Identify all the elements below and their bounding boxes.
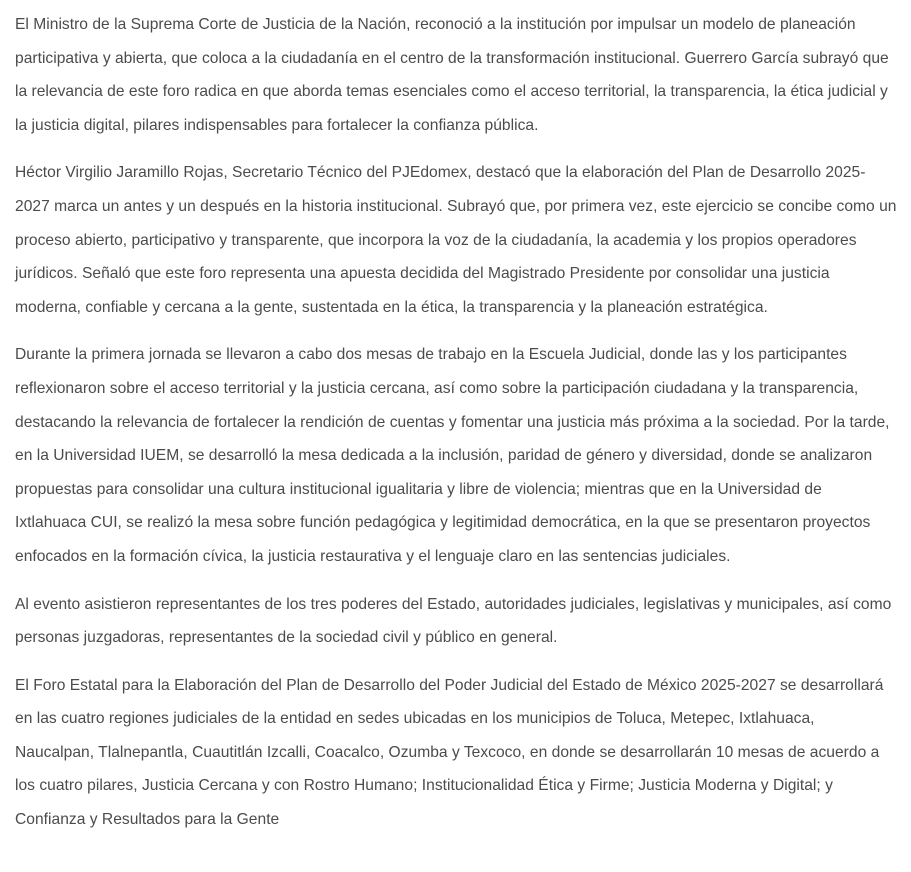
article-paragraph-5: El Foro Estatal para la Elaboración del Plan de Desarrollo del Poder Judicial del Estado de México 2025-2027 se desarrollará en las cuatro regiones judiciales de la entidad en sedes ubicadas en los municipios de Toluca, Metepec, Ixtlahuaca, Naucalpan, Tlalnepantla, Cuautitlán Izcalli, Coacalco, Ozumba y Texcoco, en donde se desarrollarán 10 mesas de acuerdo a los cuatro pilares, Justicia Cercana y con Rostro Humano; Institucionalidad Ética y Firme; Justicia Moderna y Digital; y Confianza y Resultados para la Gente bbox=[15, 676, 884, 829]
article-paragraph-2: Héctor Virgilio Jaramillo Rojas, Secretario Técnico del PJEdomex, destacó que la elaboración del Plan de Desarrollo 2025-2027 marca un antes y un después en la historia institucional. Subrayó que, por primera vez, este ejercicio se concibe como un proceso abierto, participativo y transparente, que incorpora la voz de la ciudadanía, la academia y los propios operadores jurídicos. Señaló que este foro representa una apuesta decidida del Magistrado Presidente por consolidar una justicia moderna, confiable y cercana a la gente, sustentada en la ética, la transparencia y la planeación estratégica. bbox=[15, 164, 897, 316]
article-paragraph-3: Durante la primera jornada se llevaron a cabo dos mesas de trabajo en la Escuela Judicial, donde las y los participantes reflexionaron sobre el acceso territorial y la justicia cercana, así como sobre la participación ciudadana y la transparencia, destacando la relevancia de fortalecer la rendición de cuentas y fomentar una justicia más próxima a la sociedad. Por la tarde, en la Universidad IUEM, se desarrolló la mesa dedicada a la inclusión, paridad de género y diversidad, donde se analizaron propuestas para consolidar una cultura institucional igualitaria y libre de violencia; mientras que en la Universidad de Ixtlahuaca CUI, se realizó la mesa sobre función pedagógica y legitimidad democrática, en la que se presentaron proyectos enfocados en la formación cívica, la justicia restaurativa y el lenguaje claro en las sentencias judiciales. bbox=[15, 346, 890, 565]
article-paragraph-1: El Ministro de la Suprema Corte de Justicia de la Nación, reconoció a la institución por impulsar un modelo de planeación participativa y abierta, que coloca a la ciudadanía en el centro de la transformación institucional. Guerrero García subrayó que la relevancia de este foro radica en que aborda temas esenciales como el acceso territorial, la transparencia, la ética judicial y la justicia digital, pilares indispensables para fortalecer la confianza pública. bbox=[15, 16, 889, 134]
article-paragraph-4: Al evento asistieron representantes de los tres poderes del Estado, autoridades judiciales, legislativas y municipales, así como personas juzgadoras, representantes de la sociedad civil y público en general. bbox=[15, 595, 892, 647]
